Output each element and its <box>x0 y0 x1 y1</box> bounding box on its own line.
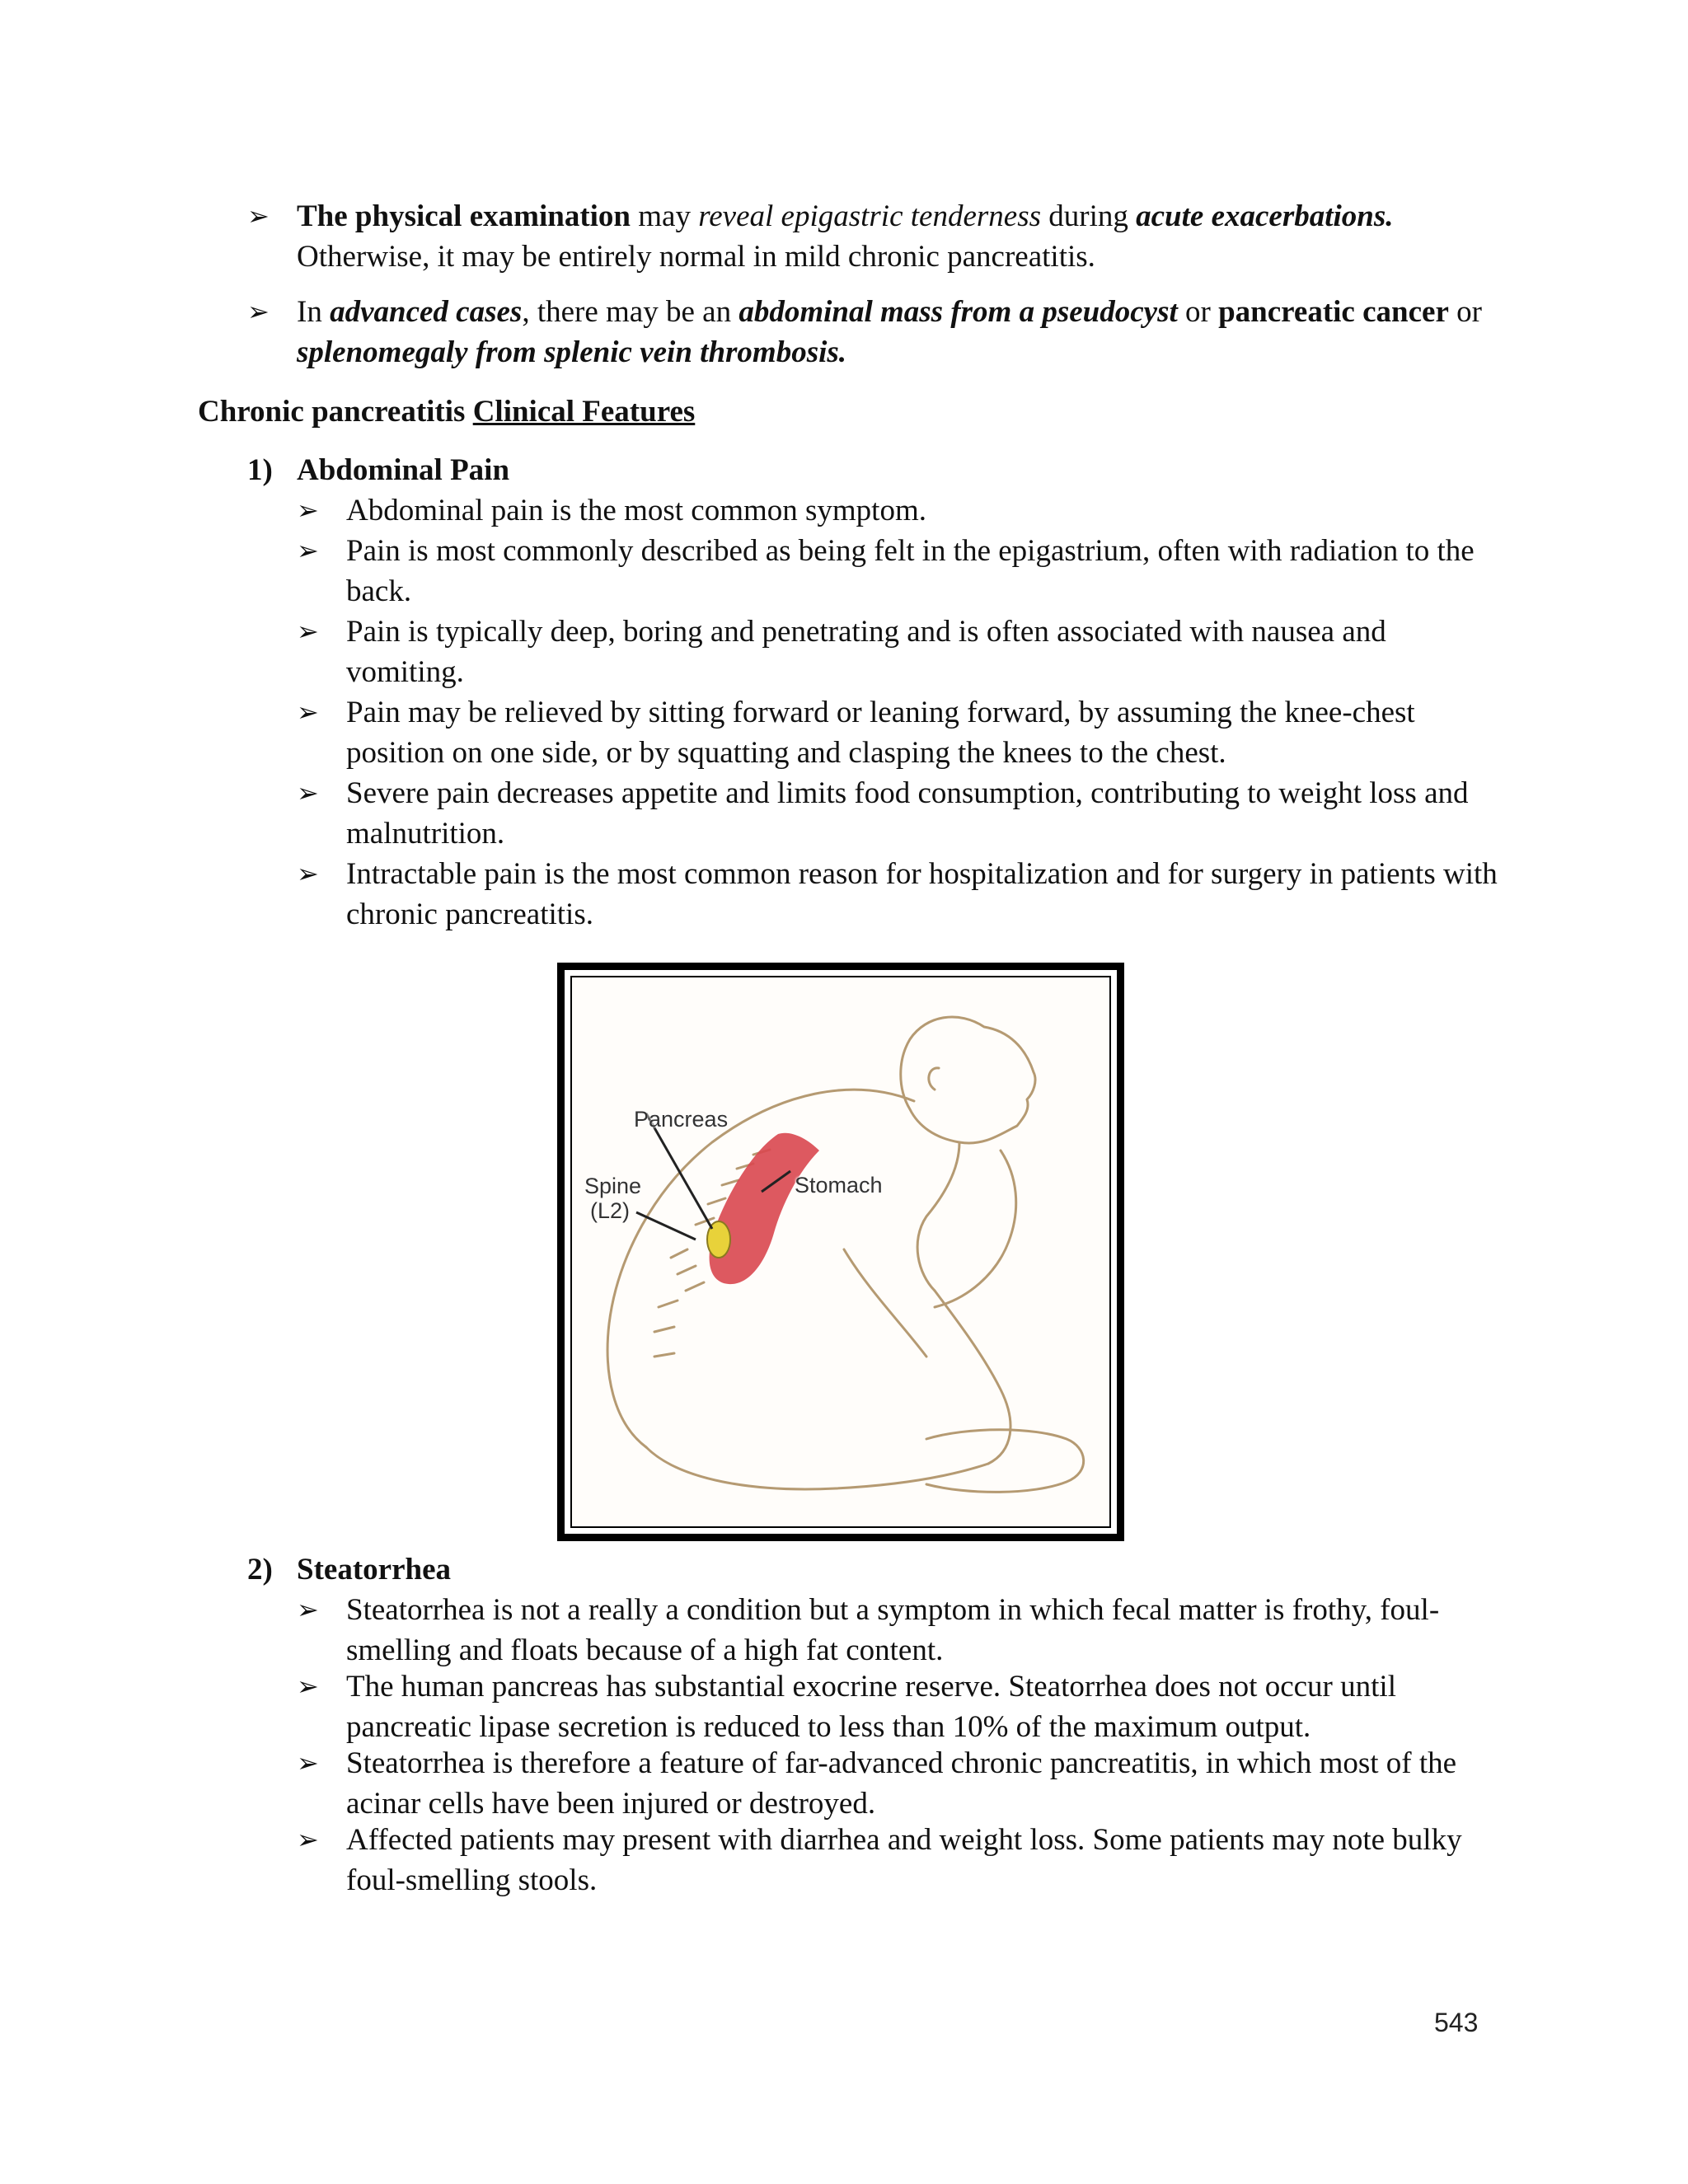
heading-prefix: Chronic pancreatitis <box>198 395 473 429</box>
bullet-pain-5: ➢ Severe pain decreases appetite and limits food consumption, contributing to weight loss and malnutrition. <box>297 773 1500 854</box>
text-bold-italic: abdominal mass from a pseudocyst <box>738 295 1178 329</box>
label-pancreas: Pancreas <box>634 1107 729 1132</box>
subsection-number: 2) <box>247 1553 273 1586</box>
illustration-svg <box>572 977 1109 1526</box>
label-stomach: Stomach <box>795 1173 883 1197</box>
stomach-shape <box>710 1133 819 1284</box>
subsection-heading-abdominal-pain <box>247 450 509 490</box>
bullet-advanced-cases <box>247 292 1500 373</box>
label-spine-level: (L2) <box>590 1198 631 1223</box>
bullet-physical-exam <box>247 196 1500 277</box>
bullet-pain-6: ➢ Intractable pain is the most common reason for hospitalization and for surgery in patients with chronic pancreatitis. <box>297 854 1500 935</box>
arrow-bullet-icon: ➢ <box>297 696 319 728</box>
arrow-bullet-icon: ➢ <box>297 777 319 808</box>
bullet-steatorrhea-2: ➢ The human pancreas has substantial exocrine reserve. Steatorrhea does not occur until pancreatic lipase secretion is reduced to less than 10% of the maximum output. <box>297 1666 1500 1747</box>
arrow-bullet-icon: ➢ <box>297 1747 319 1779</box>
arrow-bullet-icon: ➢ <box>297 535 319 566</box>
arrow-bullet-icon: ➢ <box>297 858 319 889</box>
text-italic: reveal epigastric tenderness <box>698 199 1042 233</box>
bullet-pain-2: ➢ Pain is most commonly described as being felt in the epigastrium, often with radiation to the back. <box>297 531 1500 612</box>
text-bold-italic: splenomegaly from splenic vein thrombosis. <box>297 335 847 369</box>
text-bold-italic: acute exacerbations. <box>1136 199 1394 233</box>
bullet-pain-1: ➢ Abdominal pain is the most common symptom. <box>297 490 1500 531</box>
text-bold-italic: advanced cases <box>330 295 523 329</box>
arrow-bullet-icon: ➢ <box>247 200 270 232</box>
figure-frame <box>570 976 1111 1528</box>
arrow-bullet-icon: ➢ <box>297 616 319 647</box>
bullet-pain-4: ➢ Pain may be relieved by sitting forward or leaning forward, by assuming the knee-chest position on one side, or by squatting and clasping the knees to the chest. <box>297 692 1500 773</box>
label-spine: Spine <box>584 1174 642 1198</box>
text-bold: The physical examination <box>297 199 631 233</box>
text-bold: pancreatic cancer <box>1218 295 1449 329</box>
arrow-bullet-icon: ➢ <box>297 1671 319 1702</box>
text: may <box>631 199 699 233</box>
subsection-number: 1) <box>247 453 273 487</box>
text: or <box>1448 295 1482 329</box>
subsection-heading-steatorrhea <box>247 1549 451 1590</box>
subsection-title: Steatorrhea <box>297 1553 451 1586</box>
text: , there may be an <box>522 295 739 329</box>
text: during <box>1041 199 1137 233</box>
heading-underlined: Clinical Features <box>472 395 696 429</box>
arrow-bullet-icon: ➢ <box>247 296 270 327</box>
section-heading <box>198 391 695 432</box>
text: In <box>297 295 331 329</box>
page-number: 543 <box>1434 2008 1479 2037</box>
bullet-steatorrhea-3: ➢ Steatorrhea is therefore a feature of far-advanced chronic pancreatitis, in which most of the acinar cells have been injured or destroyed. <box>297 1743 1500 1824</box>
bullet-steatorrhea-1: ➢ Steatorrhea is not a really a condition but a symptom in which fecal matter is frothy, foul-smelling and floats because of a high fat content. <box>297 1590 1500 1671</box>
bullet-pain-3: ➢ Pain is typically deep, boring and penetrating and is often associated with nausea and vomiting. <box>297 612 1500 692</box>
text: Otherwise, it may be entirely normal in mild chronic pancreatitis. <box>297 240 1095 274</box>
knee-chest-position-figure <box>557 963 1124 1541</box>
arrow-bullet-icon: ➢ <box>297 1594 319 1625</box>
figure-outline <box>607 1017 1084 1492</box>
bullet-steatorrhea-4: ➢ Affected patients may present with diarrhea and weight loss. Some patients may note bulky foul-smelling stools. <box>297 1820 1500 1900</box>
text: or <box>1177 295 1219 329</box>
subsection-title: Abdominal Pain <box>297 453 510 487</box>
arrow-bullet-icon: ➢ <box>297 1824 319 1855</box>
arrow-bullet-icon: ➢ <box>297 494 319 526</box>
